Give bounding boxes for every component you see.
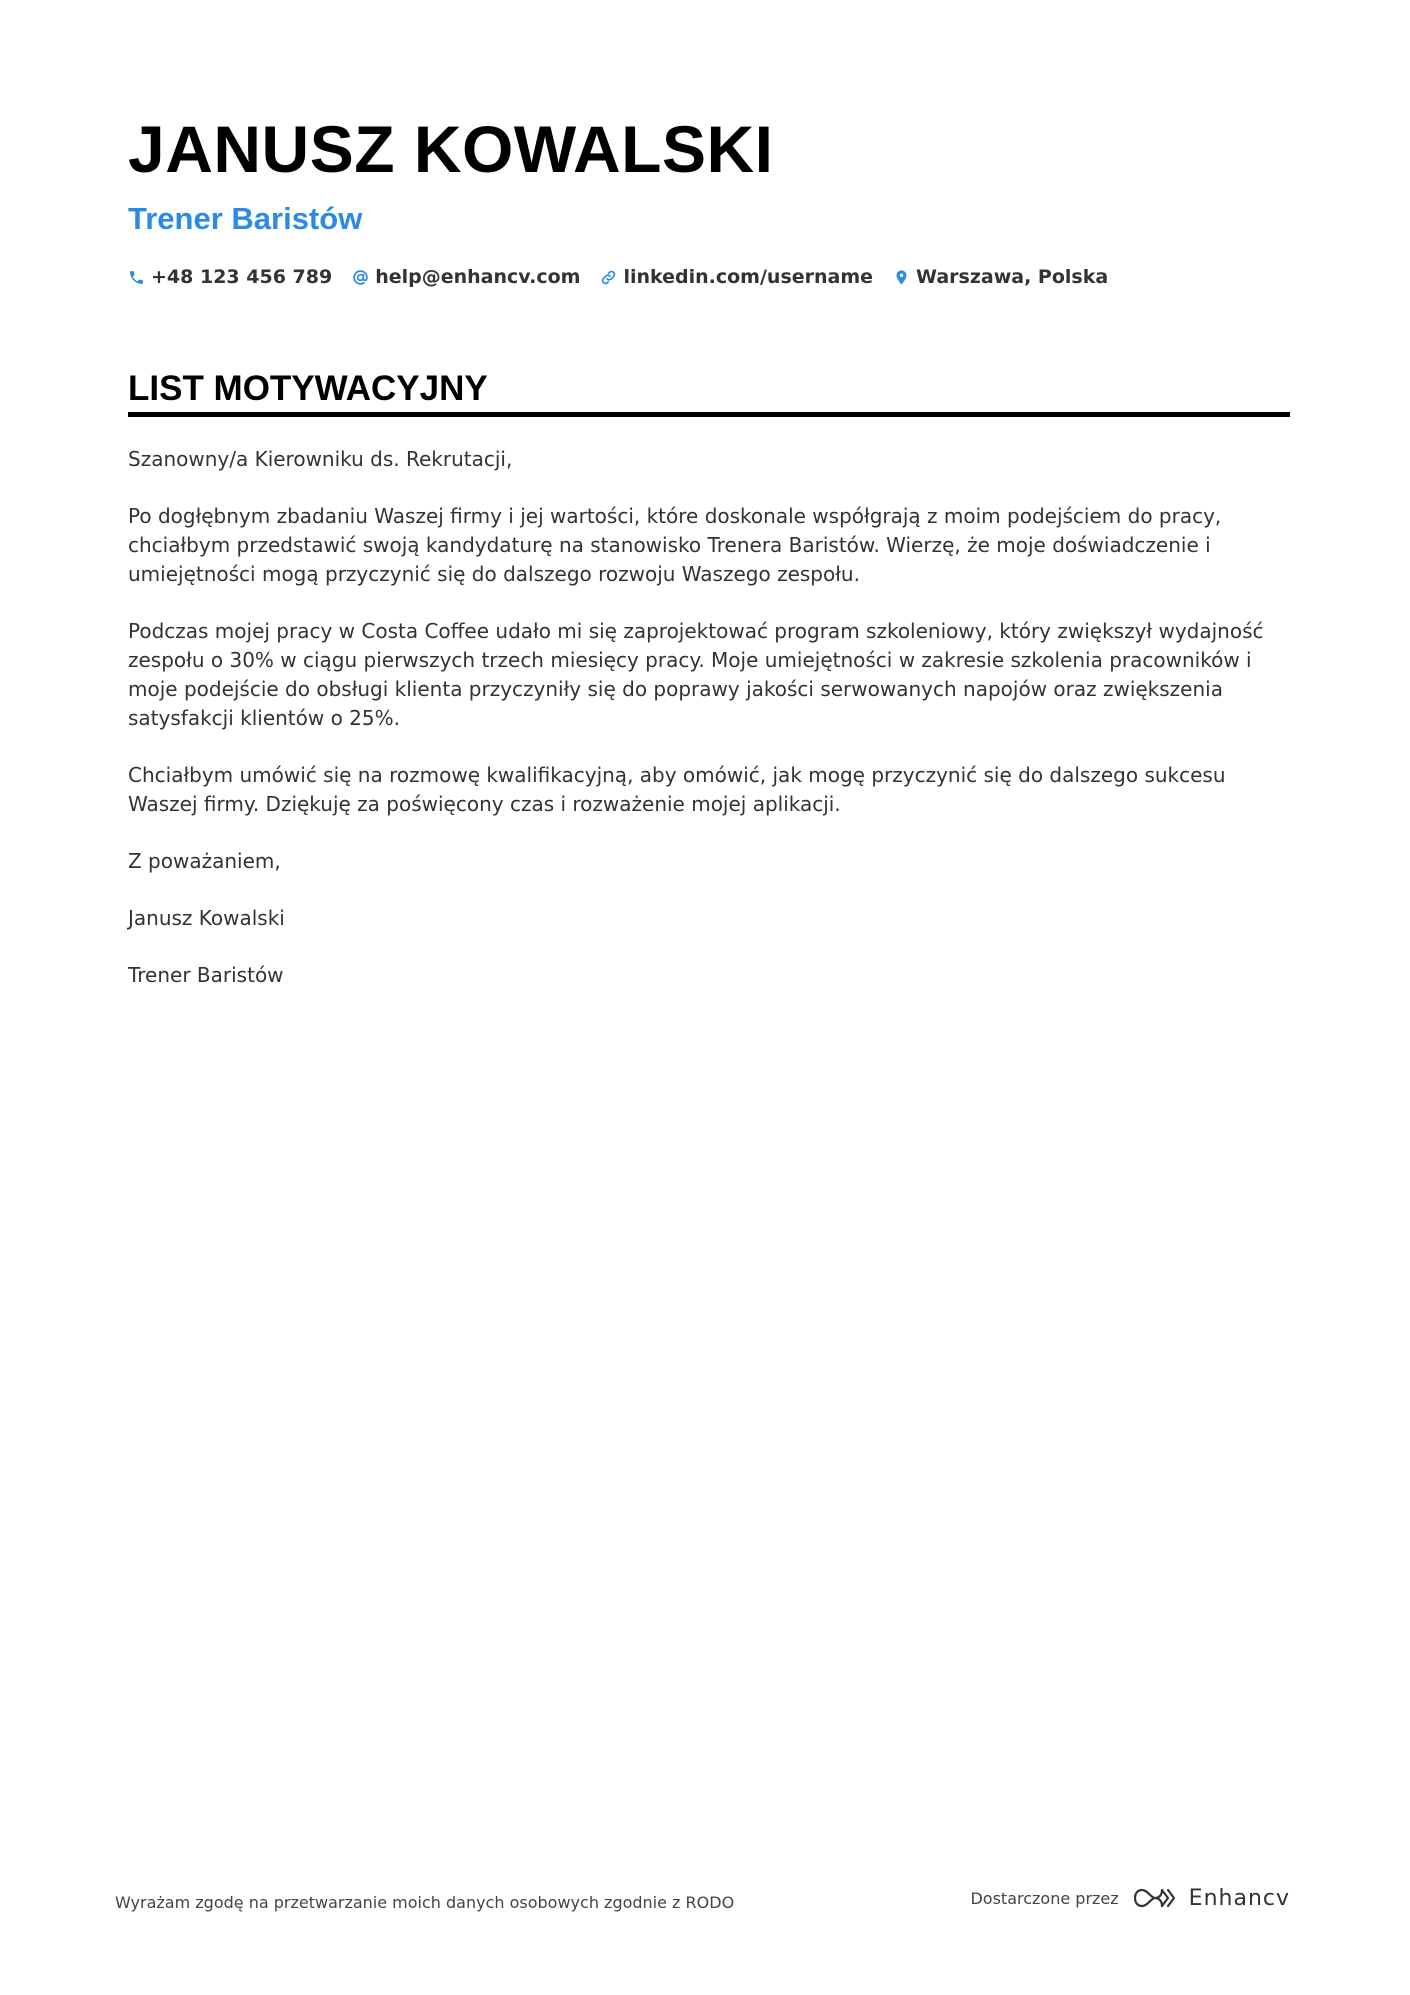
location-text: Warszawa, Polska xyxy=(916,266,1109,288)
letter-closing: Z poważaniem, xyxy=(128,849,281,873)
phone-text: +48 123 456 789 xyxy=(151,266,333,288)
contact-phone xyxy=(128,266,332,288)
section-divider xyxy=(128,412,1290,417)
powered-by xyxy=(970,1885,1290,1911)
cover-letter-page xyxy=(128,110,1290,1018)
letter-paragraph: Podczas mojej pracy w Costa Coffee udało mi się zaprojektować program szkoleniowy, który zwiększył wydajność zespołu o 30% w ciągu pierwszych trzech miesięcy pracy. Moje umiejętności w zakresie szkolenia pracowników i moje podejście do obsługi klienta przyczyniły się do poprawy jakości serwowanych napojów oraz zwiększenia satysfakcji klientów o 25%. xyxy=(128,619,1264,730)
enhancv-logo-icon xyxy=(1131,1885,1179,1911)
letter-greeting: Szanowny/a Kierowniku ds. Rekrutacji, xyxy=(128,447,513,471)
rodo-consent: Wyrażam zgodę na przetwarzanie moich danych osobowych zgodnie z RODO xyxy=(115,1893,735,1912)
letter-paragraph: Chciałbym umówić się na rozmowę kwalifikacyjną, aby omówić, jak mogę przyczynić się do dalszego sukcesu Waszej firmy. Dziękuję za poświęcony czas i rozważenie mojej aplikacji. xyxy=(128,763,1226,816)
signature-name: Janusz Kowalski xyxy=(128,906,285,930)
linkedin-text[interactable]: linkedin.com/username xyxy=(623,266,874,288)
contact-email[interactable] xyxy=(352,266,580,288)
signature-title: Trener Baristów xyxy=(128,963,284,987)
contact-bar xyxy=(128,266,1290,288)
letter-paragraph: Po dogłębnym zbadaniu Waszej firmy i jej wartości, które doskonale współgrają z moim podejściem do pracy, chciałbym przedstawić swoją kandydaturę na stanowisko Trenera Baristów. Wierzę, że moje doświadczenie i umiejętności mogą przyczynić się do dalszego rozwoju Waszego zespołu. xyxy=(128,504,1222,586)
letter-body xyxy=(128,445,1290,990)
link-icon xyxy=(600,269,617,286)
email-text[interactable]: help@enhancv.com xyxy=(375,266,581,288)
candidate-job-title: Trener Baristów xyxy=(128,201,363,236)
at-icon xyxy=(352,269,369,286)
location-pin-icon xyxy=(893,269,910,286)
phone-icon xyxy=(128,269,145,286)
section-heading: LIST MOTYWACYJNY xyxy=(128,369,488,408)
contact-linkedin[interactable] xyxy=(600,266,873,288)
candidate-name: JANUSZ KOWALSKI xyxy=(128,112,774,186)
powered-by-label: Dostarczone przez xyxy=(970,1888,1119,1908)
contact-location xyxy=(893,266,1108,288)
enhancv-brand-name: Enhancv xyxy=(1188,1885,1290,1911)
